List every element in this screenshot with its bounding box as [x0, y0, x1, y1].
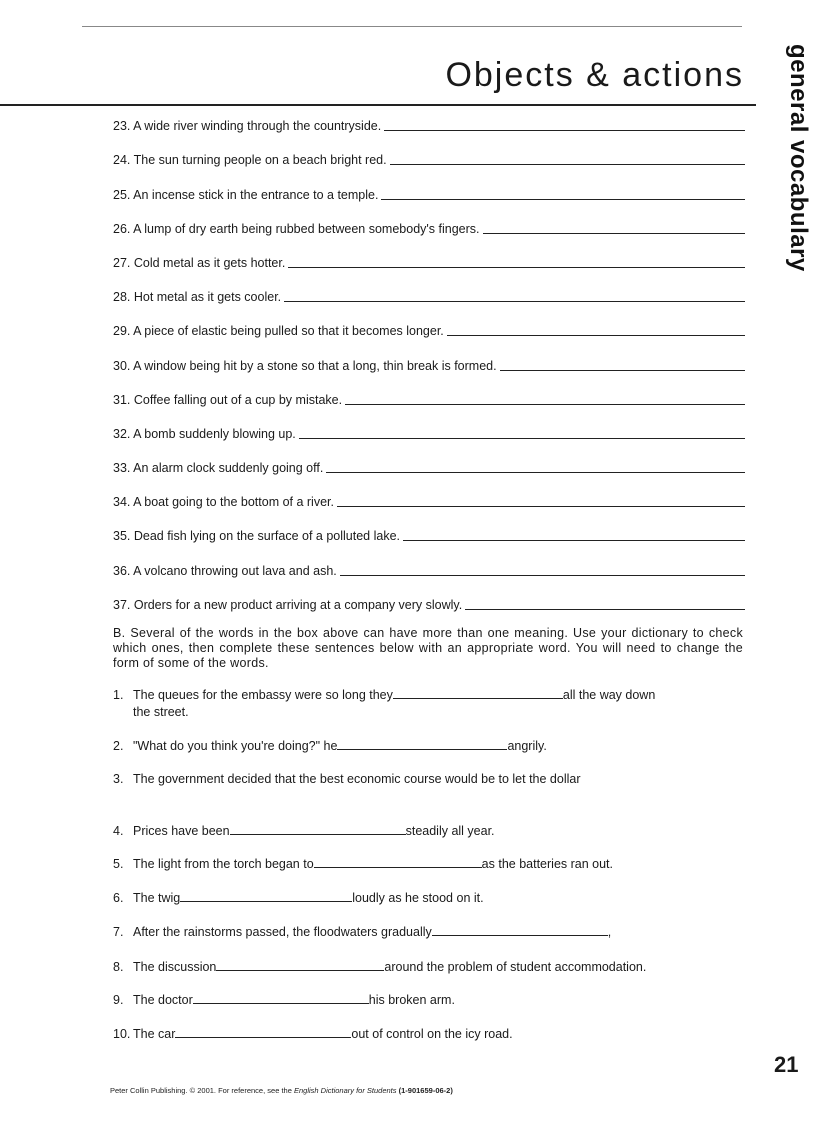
- sentence-number: 3.: [113, 772, 124, 786]
- item-text: 28. Hot metal as it gets cooler.: [113, 290, 282, 305]
- answer-blank[interactable]: [393, 686, 563, 699]
- answer-line[interactable]: [284, 300, 745, 302]
- footer-isbn: (1-901659-06-2): [398, 1086, 453, 1095]
- sentence-number: 8.: [113, 960, 124, 974]
- item-text: 23. A wide river winding through the countryside.: [113, 119, 382, 134]
- answer-blank[interactable]: [193, 991, 369, 1004]
- sentence-text-before: After the rainstorms passed, the floodwaters gradually: [133, 925, 432, 939]
- item-text: 24. The sun turning people on a beach bright red.: [113, 153, 387, 168]
- page-number: 21: [774, 1052, 799, 1077]
- answer-line[interactable]: [403, 539, 745, 541]
- section-side-tab: general vocabulary: [785, 44, 812, 272]
- sentence-item: [113, 737, 743, 755]
- item-text: 25. An incense stick in the entrance to a temple.: [113, 187, 379, 202]
- answer-blank[interactable]: [432, 923, 608, 936]
- item-text: 32. A bomb suddenly blowing up.: [113, 426, 296, 441]
- answer-line[interactable]: [447, 334, 745, 336]
- exercise-item: [113, 313, 745, 347]
- sentence-item: [113, 771, 743, 788]
- exercise-item: [113, 211, 745, 245]
- answer-line[interactable]: [337, 505, 745, 507]
- exercise-item: [113, 552, 745, 586]
- exercise-item: [113, 347, 745, 381]
- item-text: 33. An alarm clock suddenly going off.: [113, 461, 324, 476]
- sentence-text-after: all the way down: [562, 688, 656, 702]
- exercise-item: [113, 245, 745, 279]
- exercise-item: [113, 450, 745, 484]
- sentence-item: [113, 1025, 743, 1043]
- item-text: 26. A lump of dry earth being rubbed between somebody's fingers.: [113, 221, 480, 236]
- sentence-text-before: "What do you think you're doing?" he: [133, 739, 338, 753]
- answer-blank[interactable]: [230, 822, 406, 835]
- item-text: 29. A piece of elastic being pulled so that it becomes longer.: [113, 324, 444, 339]
- footer-book-title: English Dictionary for Students: [293, 1086, 397, 1095]
- answer-line[interactable]: [465, 608, 745, 610]
- sentence-item: [113, 686, 743, 721]
- answer-line[interactable]: [288, 266, 745, 268]
- title-rule: [0, 104, 756, 106]
- exercise-item: [113, 279, 745, 313]
- footer-credit-text: Peter Collin Publishing. © 2001. For reference, see the: [110, 1086, 292, 1095]
- exercise-item: [113, 382, 745, 416]
- item-text: 37. Orders for a new product arriving at a company very slowly.: [113, 597, 463, 612]
- item-text: 34. A boat going to the bottom of a river.: [113, 495, 334, 510]
- exercise-item: [113, 142, 745, 176]
- item-text: 31. Coffee falling out of a cup by mistake.: [113, 392, 343, 407]
- answer-line[interactable]: [483, 232, 745, 234]
- sentence-text-after: around the problem of student accommodation.: [384, 960, 647, 974]
- answer-blank[interactable]: [216, 958, 384, 971]
- section-b-instructions: B. Several of the words in the box above can have more than one meaning. Use your dictionary to check which ones, then complete these sentences below with an appropriate word. You will need to change the form of some of the words.: [113, 626, 743, 670]
- answer-blank[interactable]: [314, 855, 482, 868]
- exercise-item: [113, 484, 745, 518]
- sentence-text-before: The doctor: [133, 993, 193, 1007]
- exercise-a-list: [113, 108, 745, 621]
- sentence-number: 2.: [113, 739, 124, 753]
- answer-line[interactable]: [500, 369, 745, 371]
- sentence-text-after: his broken arm.: [368, 993, 455, 1007]
- sentence-number: 7.: [113, 925, 124, 939]
- answer-line[interactable]: [381, 198, 745, 200]
- sentence-item: [113, 889, 743, 907]
- answer-line[interactable]: [384, 129, 745, 131]
- exercise-item: [113, 176, 745, 210]
- sentence-text-after: out of control on the icy road.: [351, 1027, 513, 1041]
- sentence-text-before: The light from the torch began to: [133, 857, 314, 871]
- sentence-text-before: The twig: [133, 891, 181, 905]
- item-text: 30. A window being hit by a stone so that a long, thin break is formed.: [113, 358, 497, 373]
- top-rule: [82, 26, 742, 27]
- sentence-item: [113, 855, 743, 873]
- answer-line[interactable]: [340, 574, 745, 576]
- item-text: 35. Dead fish lying on the surface of a polluted lake.: [113, 529, 400, 544]
- item-text: 27. Cold metal as it gets hotter.: [113, 255, 286, 270]
- sentence-text-before: The government decided that the best economic course would be to let the dollar: [133, 772, 581, 786]
- sentence-text-after: steadily all year.: [405, 824, 495, 838]
- sentence-item: [113, 991, 743, 1009]
- sentence-text-cont: the street.: [133, 705, 189, 719]
- answer-blank[interactable]: [180, 889, 352, 902]
- exercise-item: [113, 416, 745, 450]
- answer-blank[interactable]: [337, 737, 507, 750]
- sentence-text-after: angrily.: [507, 739, 547, 753]
- answer-line[interactable]: [299, 437, 745, 439]
- sentence-number: 6.: [113, 891, 124, 905]
- answer-line[interactable]: [326, 471, 745, 473]
- exercise-item: [113, 518, 745, 552]
- exercise-item: [113, 108, 745, 142]
- page-title: Objects & actions: [445, 56, 744, 94]
- sentence-text-before: The discussion: [133, 960, 217, 974]
- sentence-number: 1.: [113, 688, 124, 702]
- sentence-number: 4.: [113, 824, 124, 838]
- exercise-item: [113, 587, 745, 621]
- sentence-text-before: Prices have been: [133, 824, 230, 838]
- sentence-text-before: The queues for the embassy were so long they: [133, 688, 393, 702]
- sentence-item: [113, 958, 743, 976]
- sentence-text-after: loudly as he stood on it.: [352, 891, 484, 905]
- answer-line[interactable]: [390, 163, 745, 165]
- sentence-number: 9.: [113, 993, 124, 1007]
- sentence-number: 10.: [113, 1027, 131, 1041]
- sentence-text-after: as the batteries ran out.: [481, 857, 614, 871]
- answer-blank[interactable]: [175, 1025, 351, 1038]
- item-text: 36. A volcano throwing out lava and ash.: [113, 563, 337, 578]
- sentence-item: [113, 923, 743, 941]
- sentence-number: 5.: [113, 857, 124, 871]
- sentence-text-before: The car: [133, 1027, 176, 1041]
- answer-line[interactable]: [345, 403, 745, 405]
- sentence-item: [113, 822, 743, 840]
- footer-credit: [110, 1086, 453, 1095]
- sentence-text-after: ,: [607, 925, 612, 939]
